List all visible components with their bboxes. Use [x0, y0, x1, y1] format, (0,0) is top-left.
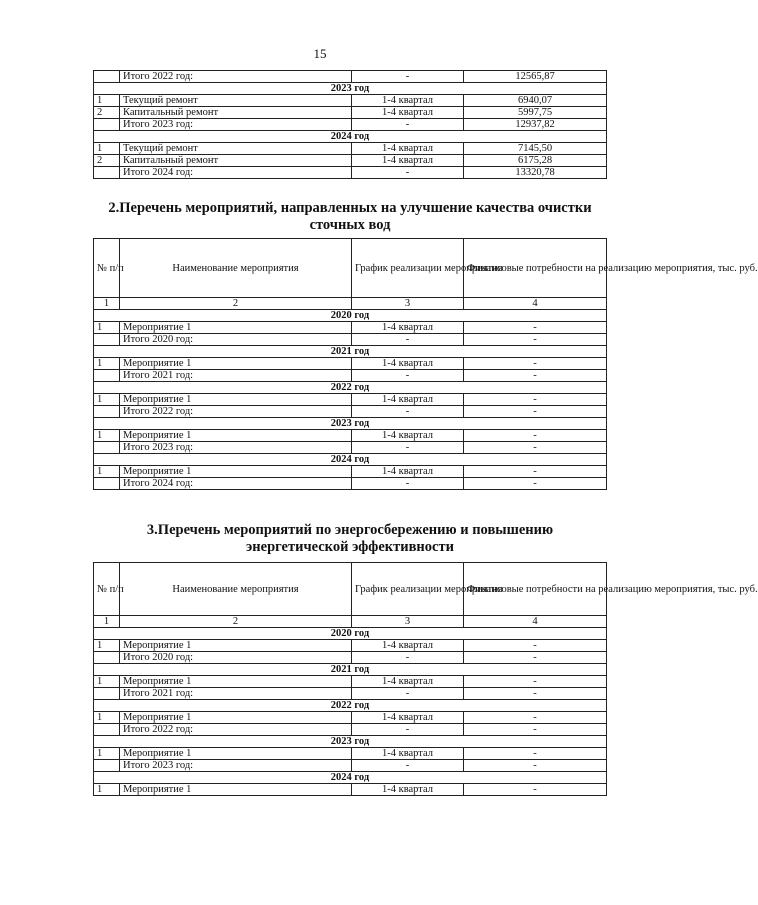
- row-schedule: -: [352, 478, 464, 490]
- row-name: Мероприятие 1: [120, 748, 352, 760]
- year-label: 2021 год: [94, 664, 607, 676]
- table-row: [94, 748, 607, 760]
- row-name: Капитальный ремонт: [120, 107, 352, 119]
- row-name: Текущий ремонт: [120, 143, 352, 155]
- year-label: 2024 год: [94, 454, 607, 466]
- row-schedule: 1-4 квартал: [352, 358, 464, 370]
- table-section3: [93, 562, 758, 796]
- row-schedule: -: [352, 652, 464, 664]
- row-name: Капитальный ремонт: [120, 155, 352, 167]
- table-row: [94, 322, 607, 334]
- total-row: [94, 688, 607, 700]
- row-schedule: 1-4 квартал: [352, 322, 464, 334]
- total-row: [94, 71, 607, 83]
- row-schedule: -: [352, 370, 464, 382]
- table-row: [94, 430, 607, 442]
- total-label: Итого 2020 год:: [120, 652, 352, 664]
- row-name: Мероприятие 1: [120, 358, 352, 370]
- col-num-2: 2: [120, 298, 352, 310]
- row-amount: -: [464, 724, 607, 736]
- table-row: [94, 640, 607, 652]
- year-row: [94, 700, 607, 712]
- page-number: 15: [313, 46, 327, 61]
- year-row: [94, 454, 607, 466]
- total-row: [94, 652, 607, 664]
- year-label: 2023 год: [94, 418, 607, 430]
- row-number: [94, 406, 120, 418]
- row-schedule: 1-4 квартал: [352, 712, 464, 724]
- row-amount: -: [464, 640, 607, 652]
- year-label: 2023 год: [94, 83, 607, 95]
- row-amount: 12565,87: [464, 71, 607, 83]
- total-row: [94, 406, 607, 418]
- row-schedule: 1-4 квартал: [352, 748, 464, 760]
- row-schedule: 1-4 квартал: [352, 155, 464, 167]
- row-number: 2: [94, 155, 120, 167]
- row-schedule: 1-4 квартал: [352, 95, 464, 107]
- year-row: [94, 418, 607, 430]
- row-amount: -: [464, 712, 607, 724]
- table-row: [94, 107, 607, 119]
- total-row: [94, 760, 607, 772]
- row-schedule: 1-4 квартал: [352, 107, 464, 119]
- year-label: 2022 год: [94, 382, 607, 394]
- row-amount: -: [464, 322, 607, 334]
- total-label: Итого 2023 год:: [120, 760, 352, 772]
- row-schedule: 1-4 квартал: [352, 784, 464, 796]
- header-schedule: График реализации мероприятия: [352, 239, 464, 298]
- header-name: Наименование мероприятия: [120, 563, 352, 616]
- year-label: 2020 год: [94, 310, 607, 322]
- row-number: 1: [94, 430, 120, 442]
- table-row: [94, 712, 607, 724]
- table-row: [94, 394, 607, 406]
- row-schedule: -: [352, 442, 464, 454]
- year-label: 2023 год: [94, 736, 607, 748]
- year-label: 2021 год: [94, 346, 607, 358]
- row-amount: -: [464, 478, 607, 490]
- column-number-row: [94, 616, 607, 628]
- row-schedule: 1-4 квартал: [352, 676, 464, 688]
- total-row: [94, 119, 607, 131]
- header-num: № п/п: [94, 563, 120, 616]
- row-name: Мероприятие 1: [120, 466, 352, 478]
- header-name: Наименование мероприятия: [120, 239, 352, 298]
- col-num-4: 4: [464, 298, 607, 310]
- year-row: [94, 736, 607, 748]
- total-label: Итого 2024 год:: [120, 478, 352, 490]
- total-label: Итого 2024 год:: [120, 167, 352, 179]
- row-number: 1: [94, 143, 120, 155]
- col-num-3: 3: [352, 616, 464, 628]
- row-schedule: -: [352, 167, 464, 179]
- year-row: [94, 131, 607, 143]
- row-number: [94, 370, 120, 382]
- row-number: [94, 688, 120, 700]
- row-number: [94, 724, 120, 736]
- row-name: Мероприятие 1: [120, 322, 352, 334]
- year-label: 2024 год: [94, 772, 607, 784]
- row-number: [94, 442, 120, 454]
- total-label: Итого 2022 год:: [120, 406, 352, 418]
- row-amount: 12937,82: [464, 119, 607, 131]
- row-schedule: -: [352, 724, 464, 736]
- year-row: [94, 628, 607, 640]
- row-name: Мероприятие 1: [120, 712, 352, 724]
- year-row: [94, 772, 607, 784]
- year-label: 2020 год: [94, 628, 607, 640]
- row-number: [94, 119, 120, 131]
- col-num-4: 4: [464, 616, 607, 628]
- year-row: [94, 346, 607, 358]
- row-name: Текущий ремонт: [120, 95, 352, 107]
- total-label: Итого 2022 год:: [120, 724, 352, 736]
- row-amount: -: [464, 358, 607, 370]
- row-schedule: 1-4 квартал: [352, 466, 464, 478]
- row-amount: 13320,78: [464, 167, 607, 179]
- row-amount: -: [464, 652, 607, 664]
- row-amount: -: [464, 442, 607, 454]
- row-number: 1: [94, 322, 120, 334]
- row-schedule: -: [352, 406, 464, 418]
- row-schedule: -: [352, 71, 464, 83]
- row-schedule: 1-4 квартал: [352, 143, 464, 155]
- row-number: 1: [94, 466, 120, 478]
- row-name: Мероприятие 1: [120, 784, 352, 796]
- row-number: 1: [94, 784, 120, 796]
- row-amount: -: [464, 676, 607, 688]
- table-row: [94, 676, 607, 688]
- row-number: [94, 652, 120, 664]
- year-row: [94, 310, 607, 322]
- table-row: [94, 143, 607, 155]
- total-row: [94, 478, 607, 490]
- table-header-row: [94, 563, 607, 616]
- row-number: [94, 167, 120, 179]
- header-amount: Финансовые потребности на реализацию мероприятия, тыс. руб.: [464, 563, 607, 616]
- row-amount: -: [464, 784, 607, 796]
- row-number: [94, 334, 120, 346]
- row-number: 1: [94, 358, 120, 370]
- row-schedule: 1-4 квартал: [352, 640, 464, 652]
- row-amount: -: [464, 406, 607, 418]
- table-section1-continuation: [93, 70, 607, 179]
- row-amount: -: [464, 748, 607, 760]
- row-amount: -: [464, 466, 607, 478]
- col-num-1: 1: [94, 616, 120, 628]
- year-row: [94, 382, 607, 394]
- header-schedule: График реализации мероприятия: [352, 563, 464, 616]
- row-number: [94, 478, 120, 490]
- row-amount: -: [464, 688, 607, 700]
- row-amount: -: [464, 760, 607, 772]
- row-name: Мероприятие 1: [120, 676, 352, 688]
- header-amount: Финансовые потребности на реализацию мероприятия, тыс. руб.: [464, 239, 607, 298]
- row-number: [94, 71, 120, 83]
- total-row: [94, 334, 607, 346]
- year-label: 2024 год: [94, 131, 607, 143]
- total-row: [94, 724, 607, 736]
- table-row: [94, 155, 607, 167]
- total-row: [94, 167, 607, 179]
- row-amount: 6175,28: [464, 155, 607, 167]
- header-num: № п/п: [94, 239, 120, 298]
- total-label: Итого 2023 год:: [120, 119, 352, 131]
- col-num-3: 3: [352, 298, 464, 310]
- row-number: 1: [94, 748, 120, 760]
- row-schedule: -: [352, 760, 464, 772]
- row-number: 1: [94, 394, 120, 406]
- row-number: 1: [94, 676, 120, 688]
- row-name: Мероприятие 1: [120, 394, 352, 406]
- column-number-row: [94, 298, 607, 310]
- table-row: [94, 466, 607, 478]
- row-number: 1: [94, 640, 120, 652]
- row-amount: -: [464, 430, 607, 442]
- row-schedule: -: [352, 334, 464, 346]
- table-row: [94, 784, 607, 796]
- row-schedule: -: [352, 688, 464, 700]
- total-label: Итого 2022 год:: [120, 71, 352, 83]
- total-row: [94, 370, 607, 382]
- table-row: [94, 358, 607, 370]
- row-number: 1: [94, 95, 120, 107]
- row-amount: 7145,50: [464, 143, 607, 155]
- row-name: Мероприятие 1: [120, 430, 352, 442]
- year-row: [94, 664, 607, 676]
- row-amount: 5997,75: [464, 107, 607, 119]
- row-amount: -: [464, 370, 607, 382]
- total-row: [94, 442, 607, 454]
- section3-title: 3.Перечень мероприятий по энергосбережению и повышению энергетической эффективности: [146, 522, 554, 555]
- row-number: 2: [94, 107, 120, 119]
- table-header-row: [94, 239, 607, 298]
- row-amount: -: [464, 334, 607, 346]
- row-schedule: 1-4 квартал: [352, 394, 464, 406]
- col-num-1: 1: [94, 298, 120, 310]
- total-label: Итого 2023 год:: [120, 442, 352, 454]
- section2-title: 2.Перечень мероприятий, направленных на улучшение качества очистки сточных вод: [108, 200, 592, 233]
- row-amount: -: [464, 394, 607, 406]
- col-num-2: 2: [120, 616, 352, 628]
- row-schedule: 1-4 квартал: [352, 430, 464, 442]
- row-name: Мероприятие 1: [120, 640, 352, 652]
- year-row: [94, 83, 607, 95]
- total-label: Итого 2021 год:: [120, 688, 352, 700]
- total-label: Итого 2020 год:: [120, 334, 352, 346]
- total-label: Итого 2021 год:: [120, 370, 352, 382]
- table-row: [94, 95, 607, 107]
- row-number: 1: [94, 712, 120, 724]
- row-number: [94, 760, 120, 772]
- table-section2: [93, 238, 758, 490]
- row-schedule: -: [352, 119, 464, 131]
- year-label: 2022 год: [94, 700, 607, 712]
- row-amount: 6940,07: [464, 95, 607, 107]
